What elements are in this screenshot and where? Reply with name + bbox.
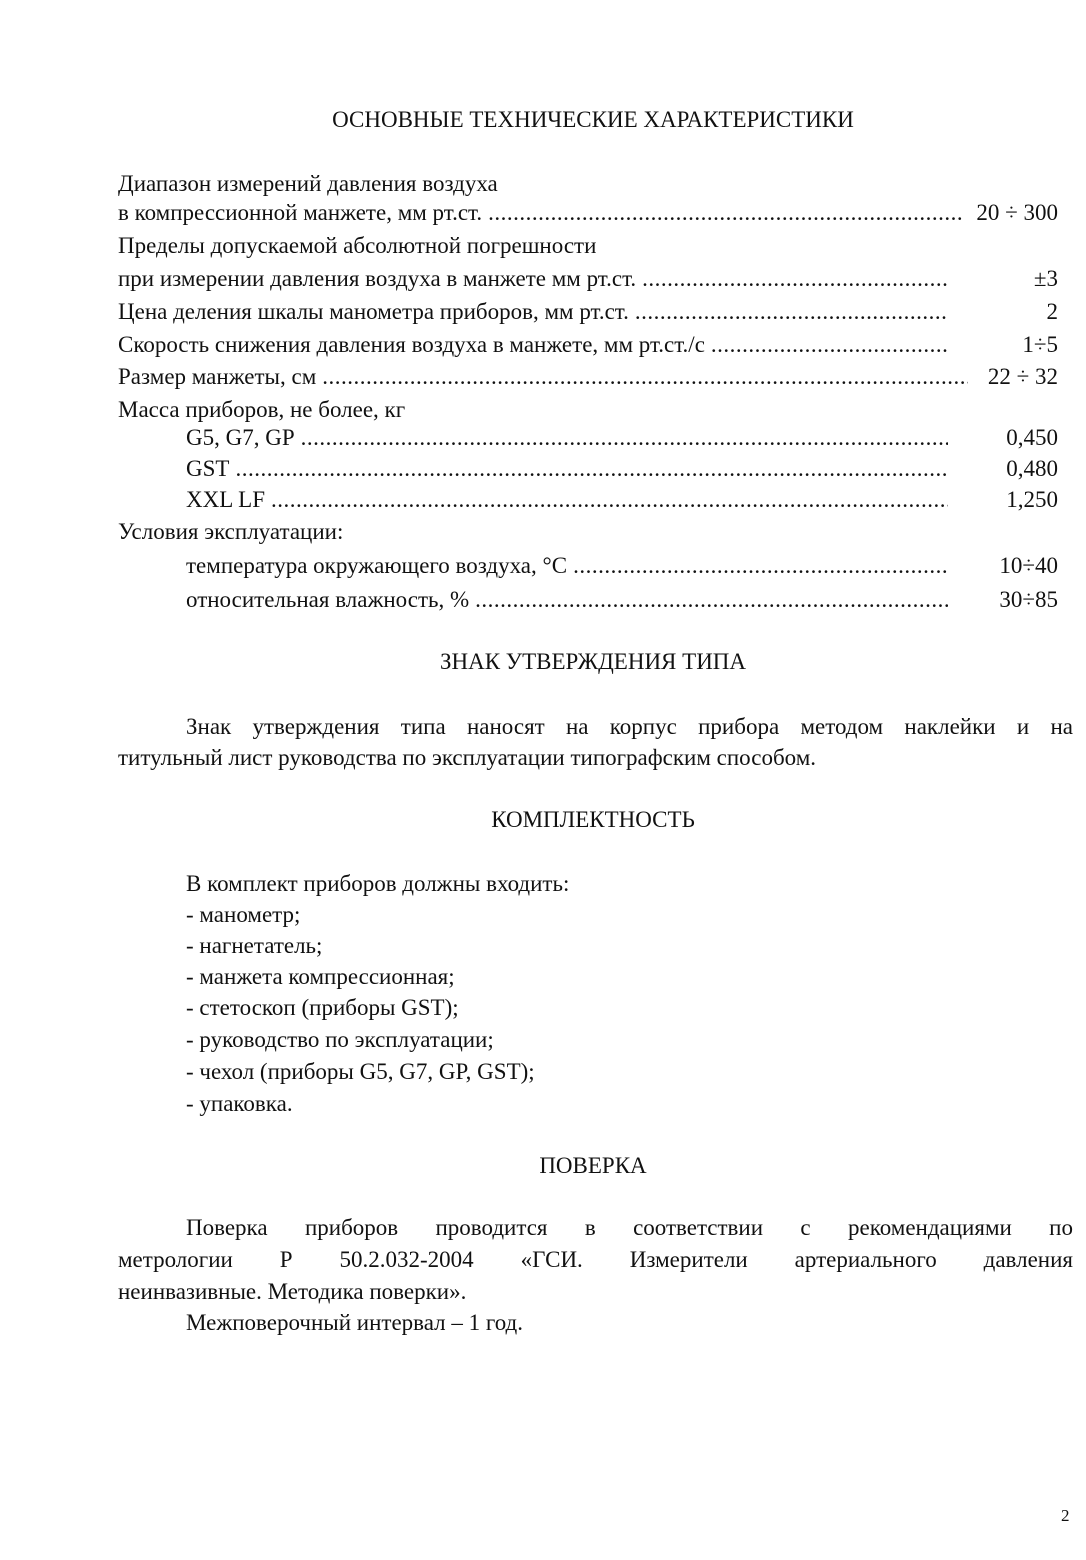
verification-text-line: метрологии Р 50.2.032-2004 «ГСИ. Измерители артериального давления xyxy=(118,1247,1073,1272)
mass-value: 0,480 xyxy=(1006,456,1058,481)
mass-label: GST xyxy=(186,456,230,481)
kit-item: - нагнетатель; xyxy=(186,933,323,958)
approval-text-line: Знак утверждения типа наносят на корпус прибора методом наклейки и на xyxy=(186,714,1073,739)
mass-value: 1,250 xyxy=(1006,487,1058,512)
kit-item: - манжета компрессионная; xyxy=(186,964,455,989)
spec-label: Цена деления шкалы манометра приборов, мм рт.ст. xyxy=(118,299,629,324)
condition-value: 10÷40 xyxy=(999,553,1058,578)
verification-text-line: неинвазивные. Методика поверки». xyxy=(118,1279,467,1304)
range-line1: Диапазон измерений давления воздуха xyxy=(118,171,498,196)
mass-label: G5, G7, GP xyxy=(186,425,295,450)
specs-title: ОСНОВНЫЕ ТЕХНИЧЕСКИЕ ХАРАКТЕРИСТИКИ xyxy=(332,107,854,132)
condition-row xyxy=(186,586,1058,614)
approval-text-line: титульный лист руководства по эксплуатации типографским способом. xyxy=(118,745,817,770)
mass-heading: Масса приборов, не более, кг xyxy=(118,397,406,422)
spec-label: в компрессионной манжете, мм рт.ст. xyxy=(118,200,483,225)
leader-dots xyxy=(573,552,948,580)
kit-item: - манометр; xyxy=(186,902,301,927)
spec-row-cuff xyxy=(118,363,1058,391)
kit-item: - стетоскоп (приборы GST); xyxy=(186,995,459,1020)
kit-item: - чехол (приборы G5, G7, GP, GST); xyxy=(186,1059,535,1084)
leader-dots xyxy=(301,424,948,452)
spec-value: 2 xyxy=(1046,299,1058,324)
leader-dots xyxy=(488,199,963,227)
kit-title: КОМПЛЕКТНОСТЬ xyxy=(491,807,695,832)
kit-intro: В комплект приборов должны входить: xyxy=(186,871,570,896)
spec-label: Размер манжеты, см xyxy=(118,364,317,389)
leader-dots xyxy=(271,486,948,514)
mass-row xyxy=(186,486,1058,514)
leader-dots xyxy=(711,331,948,359)
mass-row xyxy=(186,455,1058,483)
spec-row-range xyxy=(118,199,1058,227)
spec-value: ±3 xyxy=(1033,266,1058,291)
mass-row xyxy=(186,424,1058,452)
verification-title: ПОВЕРКА xyxy=(539,1153,647,1178)
conditions-heading: Условия эксплуатации: xyxy=(118,519,344,544)
error-line1: Пределы допускаемой абсолютной погрешности xyxy=(118,233,597,258)
spec-row-error xyxy=(118,265,1058,293)
spec-value: 1÷5 xyxy=(1022,332,1058,357)
leader-dots xyxy=(635,298,948,326)
spec-value: 20 ÷ 300 xyxy=(976,200,1058,225)
condition-value: 30÷85 xyxy=(999,587,1058,612)
spec-label: при измерении давления воздуха в манжете мм рт.ст. xyxy=(118,266,637,291)
approval-title: ЗНАК УТВЕРЖДЕНИЯ ТИПА xyxy=(439,649,747,674)
leader-dots xyxy=(475,586,948,614)
kit-item: - руководство по эксплуатации; xyxy=(186,1027,494,1052)
condition-label: температура окружающего воздуха, °С xyxy=(186,553,568,578)
leader-dots xyxy=(235,455,948,483)
verification-interval: Межповерочный интервал – 1 год. xyxy=(186,1310,524,1335)
kit-item: - упаковка. xyxy=(186,1091,293,1116)
mass-label: XXL LF xyxy=(186,487,266,512)
spec-value: 22 ÷ 32 xyxy=(987,364,1058,389)
condition-label: относительная влажность, % xyxy=(186,587,470,612)
leader-dots xyxy=(642,265,948,293)
page-number: 2 xyxy=(1061,1506,1070,1525)
spec-row-speed xyxy=(118,331,1058,359)
verification-text-line: Поверка приборов проводится в соответствии с рекомендациями по xyxy=(186,1215,1073,1240)
condition-row xyxy=(186,552,1058,580)
mass-value: 0,450 xyxy=(1006,425,1058,450)
leader-dots xyxy=(322,363,968,391)
spec-row-scale xyxy=(118,298,1058,326)
spec-label: Скорость снижения давления воздуха в манжете, мм рт.ст./с xyxy=(118,332,705,357)
